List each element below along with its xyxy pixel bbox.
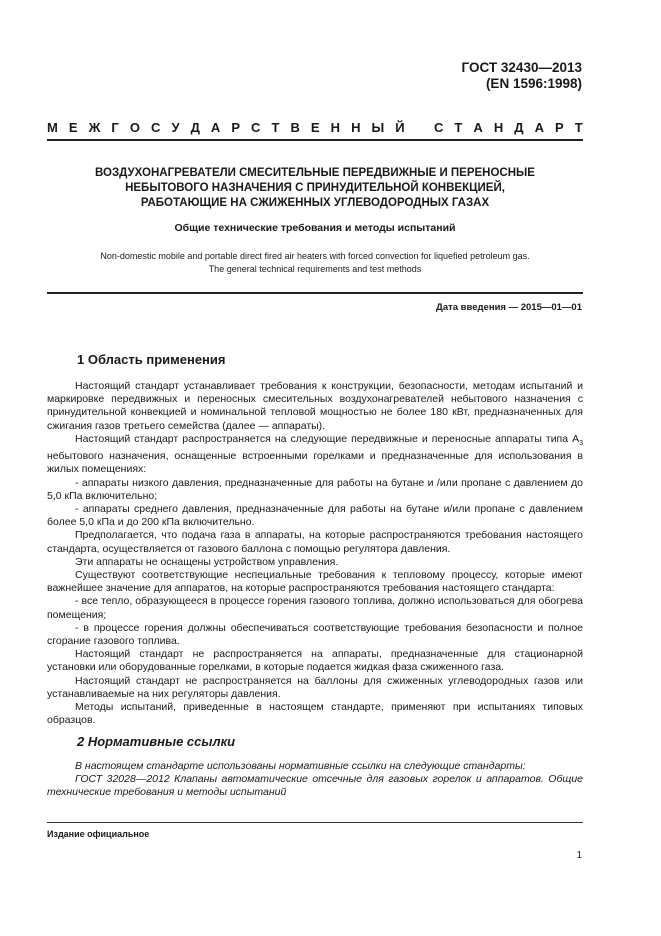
label-letter: Г: [111, 120, 119, 135]
label-letter: Т: [454, 120, 463, 135]
paragraph: Предполагается, что подача газа в аппараты, на которые распространяются требования настоящего стандарта, осуществляется от газового баллона с помощью регулятора давления.: [47, 529, 583, 555]
reference-item: ГОСТ 32028—2012 Клапаны автоматические отсечные для газовых горелок и аппаратов. Общие технические требования и методы испытаний: [47, 773, 583, 799]
label-letter: Н: [351, 120, 361, 135]
header-divider: [47, 139, 583, 141]
label-letter: Д: [190, 120, 200, 135]
paragraph: Настоящий стандарт не распространяется на баллоны для сжиженных углеводородных газов или устанавливаемые на них регуляторы давления.: [47, 674, 583, 700]
title-line-1: ВОЗДУХОНАГРЕВАТЕЛИ СМЕСИТЕЛЬНЫЕ ПЕРЕДВИЖНЫЕ И ПЕРЕНОСНЫЕ: [95, 167, 535, 179]
label-letter: Р: [555, 120, 564, 135]
paragraph: Эти аппараты не оснащены устройством управления.: [75, 555, 339, 568]
en-reference: (EN 1596:1998): [485, 76, 582, 91]
label-letter: М: [47, 120, 58, 135]
label-letter: А: [534, 120, 544, 135]
label-letter: В: [290, 120, 300, 135]
english-title-line-2: The general technical requirements and test methods: [208, 264, 422, 274]
label-letter: Н: [330, 120, 341, 135]
label-letter: А: [473, 120, 483, 135]
label-letter: О: [129, 120, 140, 135]
document-title: [47, 166, 583, 211]
label-letter: Т: [574, 120, 583, 135]
label-letter: Й: [395, 120, 405, 135]
list-item: - аппараты низкого давления, предназначенные для работы на бутане и /или пропане с давлением до 5,0 кПа включительно;: [47, 476, 583, 502]
label-gap: [416, 120, 423, 135]
label-letter: Н: [493, 120, 504, 135]
label-letter: С: [151, 120, 161, 135]
title-line-2: НЕБЫТОВОГО НАЗНАЧЕНИЯ С ПРИНУДИТЕЛЬНОЙ КОНВЕКЦИЕЙ,: [125, 182, 505, 194]
english-title: [47, 250, 583, 276]
label-letter: С: [433, 120, 444, 135]
label-letter: Д: [514, 120, 524, 135]
label-letter: У: [171, 120, 180, 135]
label-letter: Ж: [88, 120, 101, 135]
label-letter: А: [210, 120, 221, 135]
title-divider: [47, 292, 583, 294]
label-letter: Е: [310, 120, 320, 135]
label-letter: Ы: [371, 120, 385, 135]
paragraph: Существуют соответствующие неспециальные требования к тепловому процессу, которые имеют важнейшее значение для аппаратов, на которые распространяются требования настоящего стандарта:: [47, 568, 583, 595]
title-line-3: РАБОТАЮЩИЕ НА СЖИЖЕННЫХ УГЛЕВОДОРОДНЫХ ГАЗАХ: [140, 197, 490, 209]
page-number: 1: [576, 850, 582, 861]
paragraph: Методы испытаний, приведенные в настоящем стандарте, применяют при испытаниях типовых образцов.: [47, 700, 583, 727]
english-title-line-1: Non-domestic mobile and portable direct fired air heaters with forced convection for liquefied petroleum gas.: [100, 251, 530, 261]
paragraph: Настоящий стандарт устанавливает требования к конструкции, безопасности, методам испытаний и маркировке передвижных и переносных смесительных воздухонагревателей небытового назначения с принудительной конвекцией и номинальной тепловой мощностью не более 180 кВт, предназначенных для сжигания газов третьего семейства (далее — аппараты).: [47, 380, 583, 432]
footer-divider: [47, 822, 583, 823]
label-letter: Р: [231, 120, 240, 135]
section-2-body: [47, 760, 583, 800]
paragraph: В настоящем стандарте использованы нормативные ссылки на следующие стандарты:: [75, 760, 526, 772]
paragraph: Настоящий стандарт распространяется на следующие передвижные и переносные аппараты типа $А_3$ небытового назначения, оснащенные встроенными горелками и предназначенные для использования в жилых помещениях:: [47, 432, 583, 476]
interstate-standard-label: [47, 120, 583, 135]
label-letter: С: [251, 120, 261, 135]
document-subtitle: Общие технические требования и методы испытаний: [174, 222, 456, 234]
label-letter: Е: [68, 120, 78, 135]
list-item: - все тепло, образующееся в процессе горения газового топлива, должно использоваться для обогрева помещения;: [47, 595, 583, 621]
standard-designation: [462, 60, 582, 92]
introduction-date: Дата введения — 2015—01—01: [436, 302, 582, 313]
section-2-heading: 2 Нормативные ссылки: [77, 734, 236, 749]
standard-number: ГОСТ 32430—2013: [461, 60, 582, 75]
list-item: - в процессе горения должны обеспечиваться соответствующие требования безопасности и полное сгорание газового топлива.: [47, 621, 583, 647]
paragraph: Настоящий стандарт не распространяется на аппараты, предназначенные для стационарной установки или оборудованные горелками, в которые подается жидкая фаза сжиженного газа.: [47, 648, 583, 674]
edition-label: Издание официальное: [47, 829, 150, 839]
section-1-heading: 1 Область применения: [77, 352, 226, 367]
list-item: - аппараты среднего давления, предназначенные для работы на бутане и/или пропане с давлением более 5,0 кПа и до 200 кПа включительно.: [47, 502, 583, 529]
label-letter: Т: [271, 120, 280, 135]
section-1-body: [47, 380, 583, 727]
